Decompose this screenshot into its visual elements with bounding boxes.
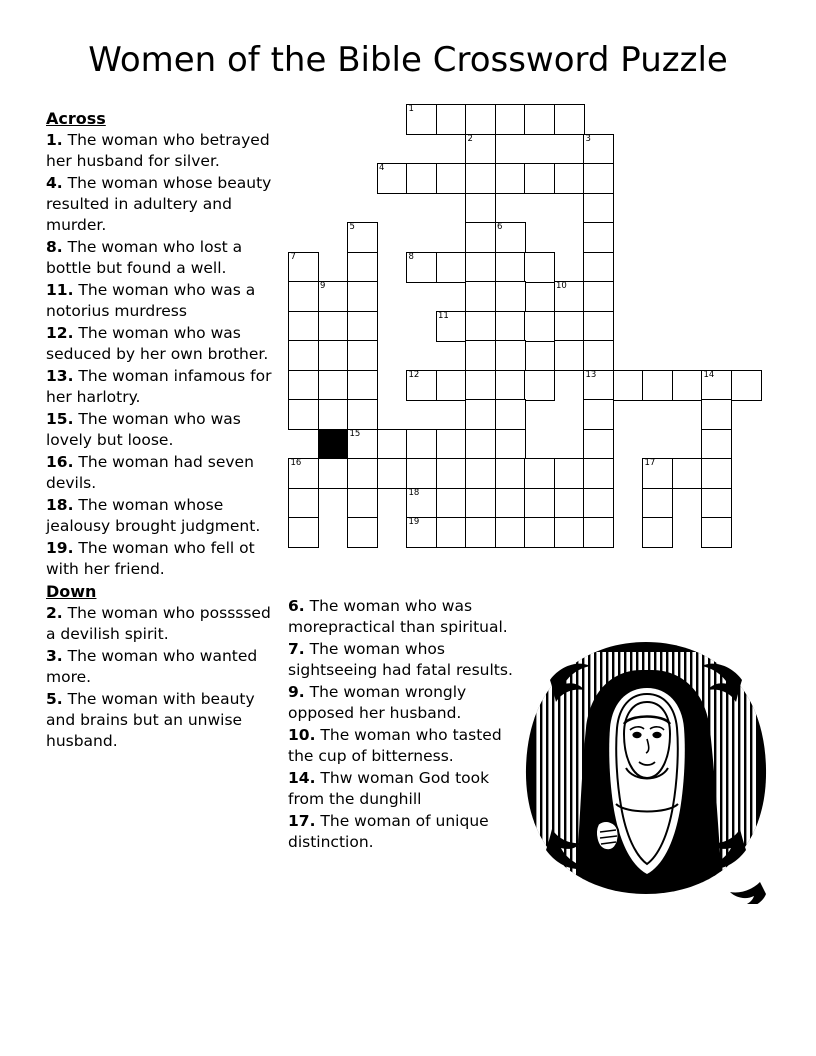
grid-cell[interactable] <box>465 429 496 460</box>
clue-text: The woman infamous for her harlotry. <box>46 367 272 406</box>
grid-cell[interactable] <box>583 340 614 371</box>
grid-cell-number: 12 <box>408 369 420 380</box>
grid-cell[interactable] <box>554 340 585 371</box>
grid-cell[interactable] <box>495 252 526 283</box>
grid-cell[interactable] <box>524 252 555 283</box>
grid-cell[interactable] <box>288 340 319 371</box>
grid-cell[interactable] <box>347 340 378 371</box>
clue-down-9 <box>288 682 513 724</box>
clue-across-19 <box>46 538 284 580</box>
grid-cell[interactable] <box>583 311 614 342</box>
clue-text: The woman who tasted the cup of bitterness. <box>288 726 502 765</box>
clue-text: The woman who lost a bottle but found a well. <box>46 238 243 277</box>
grid-cell[interactable] <box>465 104 496 135</box>
grid-cell[interactable] <box>554 104 585 135</box>
clue-number: 13. <box>46 367 74 385</box>
grid-cell[interactable] <box>583 458 614 489</box>
grid-cell[interactable] <box>465 488 496 519</box>
grid-cell[interactable] <box>554 458 585 489</box>
grid-cell[interactable] <box>642 488 673 519</box>
clue-number: 15. <box>46 410 74 428</box>
clue-across-15 <box>46 409 284 451</box>
grid-cell[interactable] <box>288 517 319 548</box>
grid-cell[interactable] <box>465 517 496 548</box>
grid-cell[interactable] <box>583 429 614 460</box>
grid-cell[interactable] <box>583 370 614 401</box>
grid-cell-number: 5 <box>349 222 355 232</box>
grid-cell[interactable] <box>554 311 585 342</box>
clue-text: The woman whose beauty resulted in adultery and murder. <box>46 174 272 234</box>
grid-cell-number: 17 <box>644 458 656 468</box>
grid-cell[interactable] <box>347 281 378 312</box>
clue-number: 17. <box>288 812 316 830</box>
grid-cell[interactable] <box>495 222 526 253</box>
grid-cell[interactable] <box>377 458 408 489</box>
grid-cell-number: 18 <box>408 487 420 498</box>
grid-cell[interactable] <box>347 370 378 401</box>
grid-cell[interactable] <box>495 340 526 371</box>
clue-text: The woman had seven devils. <box>46 453 254 492</box>
grid-cell[interactable] <box>436 104 467 135</box>
grid-cell[interactable] <box>436 311 467 342</box>
grid-cell[interactable] <box>701 488 732 519</box>
clue-number: 10. <box>288 726 316 744</box>
clue-text: The woman who was a notorius murdress <box>46 281 256 320</box>
grid-cell-number: 16 <box>290 458 302 468</box>
grid-cell[interactable] <box>318 399 349 430</box>
grid-cell-number: 14 <box>703 369 715 380</box>
grid-cell-number: 13 <box>585 369 597 380</box>
grid-cell[interactable] <box>701 370 732 401</box>
grid-cell[interactable] <box>554 163 585 194</box>
grid-cell[interactable] <box>583 222 614 253</box>
grid-cell[interactable] <box>318 311 349 342</box>
clue-across-12 <box>46 323 284 365</box>
grid-cell-number: 8 <box>408 251 414 262</box>
grid-cell[interactable] <box>288 399 319 430</box>
clue-across-1 <box>46 130 284 172</box>
grid-cell[interactable] <box>495 458 526 489</box>
grid-cell[interactable] <box>524 104 555 135</box>
clue-text: The woman who fell ot with her friend. <box>46 539 255 578</box>
grid-cell[interactable] <box>672 458 703 489</box>
grid-cell[interactable] <box>554 517 585 548</box>
grid-cell[interactable] <box>465 163 496 194</box>
grid-cell[interactable] <box>288 252 319 283</box>
grid-cell[interactable] <box>406 163 437 194</box>
clue-across-13 <box>46 366 284 408</box>
grid-cell[interactable] <box>701 429 732 460</box>
grid-cell[interactable] <box>583 193 614 224</box>
clue-number: 9. <box>288 683 305 701</box>
grid-cell-number: 11 <box>438 310 449 321</box>
grid-cell-number: 15 <box>349 428 361 439</box>
grid-cell[interactable] <box>524 488 555 519</box>
clue-down-7 <box>288 639 513 681</box>
grid-cell[interactable] <box>495 399 526 430</box>
clue-number: 12. <box>46 324 74 342</box>
grid-cell[interactable] <box>495 517 526 548</box>
grid-cell[interactable] <box>495 488 526 519</box>
grid-cell[interactable] <box>465 340 496 371</box>
clue-text: The woman whose jealousy brought judgment. <box>46 496 261 535</box>
grid-cell[interactable] <box>288 370 319 401</box>
grid-cell[interactable] <box>642 458 673 489</box>
grid-cell[interactable] <box>288 488 319 519</box>
grid-cell[interactable] <box>406 458 437 489</box>
clues-column-middle <box>288 596 513 854</box>
grid-cell[interactable] <box>377 429 408 460</box>
clue-number: 3. <box>46 647 63 665</box>
clue-across-8 <box>46 237 284 279</box>
clue-text: The woman who was lovely but loose. <box>46 410 241 449</box>
grid-cell[interactable] <box>495 370 526 401</box>
grid-cell[interactable] <box>465 252 496 283</box>
clue-down-10 <box>288 725 513 767</box>
grid-cell[interactable] <box>347 311 378 342</box>
clue-number: 19. <box>46 539 74 557</box>
page-title: Women of the Bible Crossword Puzzle <box>88 40 728 80</box>
grid-cell-number: 6 <box>497 222 503 232</box>
grid-cell[interactable] <box>465 193 496 224</box>
grid-cell[interactable] <box>436 488 467 519</box>
grid-cell-number: 1 <box>408 104 414 114</box>
grid-cell[interactable] <box>436 517 467 548</box>
grid-cell[interactable] <box>583 163 614 194</box>
grid-cell[interactable] <box>436 370 467 401</box>
grid-cell-number: 9 <box>320 281 326 291</box>
clue-down-17 <box>288 811 513 853</box>
grid-cell-number: 2 <box>467 133 473 144</box>
grid-cell[interactable] <box>731 370 762 401</box>
grid-cell[interactable] <box>436 252 467 283</box>
nun-illustration <box>516 636 776 904</box>
clue-number: 5. <box>46 690 63 708</box>
grid-cell[interactable] <box>318 340 349 371</box>
clue-number: 16. <box>46 453 74 471</box>
grid-cell[interactable] <box>465 222 496 253</box>
grid-cell[interactable] <box>347 429 378 460</box>
clue-number: 6. <box>288 597 305 615</box>
grid-cell[interactable] <box>347 458 378 489</box>
clue-text: The woman with beauty and brains but an unwise husband. <box>46 690 255 750</box>
clue-down-5 <box>46 689 284 752</box>
clue-text: The woman who wanted more. <box>46 647 258 686</box>
clue-text: The woman whos sightseeing had fatal results. <box>288 640 513 679</box>
clue-text: The woman of unique distinction. <box>288 812 489 851</box>
clue-down-2 <box>46 603 284 645</box>
grid-cell[interactable] <box>495 281 526 312</box>
clue-text: The woman who possssed a devilish spirit. <box>46 604 271 643</box>
grid-cell[interactable] <box>406 104 437 135</box>
grid-cell[interactable] <box>436 458 467 489</box>
across-heading: Across <box>46 109 106 128</box>
grid-cell[interactable] <box>524 370 555 401</box>
grid-cell[interactable] <box>613 370 644 401</box>
grid-cell[interactable] <box>347 399 378 430</box>
grid-cell[interactable] <box>524 517 555 548</box>
grid-cell[interactable] <box>377 163 408 194</box>
grid-cell[interactable] <box>318 281 349 312</box>
grid-cell[interactable] <box>465 281 496 312</box>
grid-cell[interactable] <box>701 458 732 489</box>
grid-cell[interactable] <box>583 488 614 519</box>
grid-cell-number: 4 <box>379 163 385 173</box>
grid-cell[interactable] <box>465 458 496 489</box>
grid-cell[interactable] <box>406 370 437 401</box>
clues-column-left <box>46 108 284 753</box>
grid-cell[interactable] <box>583 281 614 312</box>
grid-cell-number: 7 <box>290 251 296 262</box>
grid-cell[interactable] <box>406 429 437 460</box>
clue-number: 18. <box>46 496 74 514</box>
clue-down-14 <box>288 768 513 810</box>
clue-across-4 <box>46 173 284 236</box>
clue-text: The woman wrongly opposed her husband. <box>288 683 467 722</box>
grid-cell[interactable] <box>583 134 614 165</box>
nun-illustration-svg <box>516 636 776 904</box>
grid-cell[interactable] <box>347 517 378 548</box>
grid-cell[interactable] <box>642 370 673 401</box>
grid-cell-number: 3 <box>585 133 591 144</box>
grid-cell[interactable] <box>406 252 437 283</box>
clue-down-3 <box>46 646 284 688</box>
clue-number: 7. <box>288 640 305 658</box>
clue-text: Thw woman God took from the dunghill <box>288 769 490 808</box>
grid-cell[interactable] <box>583 399 614 430</box>
grid-cell[interactable] <box>288 458 319 489</box>
grid-cell[interactable] <box>406 488 437 519</box>
clue-number: 11. <box>46 281 74 299</box>
grid-cell[interactable] <box>406 517 437 548</box>
grid-cell[interactable] <box>583 517 614 548</box>
grid-cell[interactable] <box>583 252 614 283</box>
grid-cell[interactable] <box>672 370 703 401</box>
grid-cell[interactable] <box>436 429 467 460</box>
clue-text: The woman who was seduced by her own brother. <box>46 324 269 363</box>
grid-cell-number: 10 <box>556 281 567 291</box>
clue-number: 2. <box>46 604 63 622</box>
clue-text: The woman who betrayed her husband for silver. <box>46 131 270 170</box>
grid-cell[interactable] <box>524 458 555 489</box>
grid-cell[interactable] <box>347 252 378 283</box>
grid-cell[interactable] <box>288 281 319 312</box>
grid-cell[interactable] <box>495 163 526 194</box>
grid-cell[interactable] <box>436 163 467 194</box>
grid-cell[interactable] <box>642 517 673 548</box>
grid-cell[interactable] <box>701 399 732 430</box>
grid-cell[interactable] <box>318 458 349 489</box>
grid-cell[interactable] <box>347 488 378 519</box>
clue-across-11 <box>46 280 284 322</box>
grid-cell[interactable] <box>465 399 496 430</box>
clue-number: 14. <box>288 769 316 787</box>
grid-cell[interactable] <box>524 163 555 194</box>
grid-cell[interactable] <box>288 311 319 342</box>
grid-cell-blocked <box>318 429 349 460</box>
clue-across-18 <box>46 495 284 537</box>
clue-across-16 <box>46 452 284 494</box>
grid-cell[interactable] <box>465 370 496 401</box>
grid-cell[interactable] <box>524 311 555 342</box>
grid-cell[interactable] <box>465 134 496 165</box>
grid-cell[interactable] <box>701 517 732 548</box>
grid-cell[interactable] <box>465 311 496 342</box>
grid-cell[interactable] <box>318 370 349 401</box>
grid-cell[interactable] <box>495 429 526 460</box>
grid-cell[interactable] <box>495 104 526 135</box>
down-heading: Down <box>46 582 97 601</box>
grid-cell-number: 19 <box>408 517 420 527</box>
grid-cell[interactable] <box>495 311 526 342</box>
clue-number: 1. <box>46 131 63 149</box>
grid-cell[interactable] <box>347 222 378 253</box>
clue-down-6 <box>288 596 513 638</box>
grid-cell[interactable] <box>554 281 585 312</box>
clue-number: 8. <box>46 238 63 256</box>
clue-text: The woman who was morepractical than spiritual. <box>288 597 508 636</box>
clue-number: 4. <box>46 174 63 192</box>
